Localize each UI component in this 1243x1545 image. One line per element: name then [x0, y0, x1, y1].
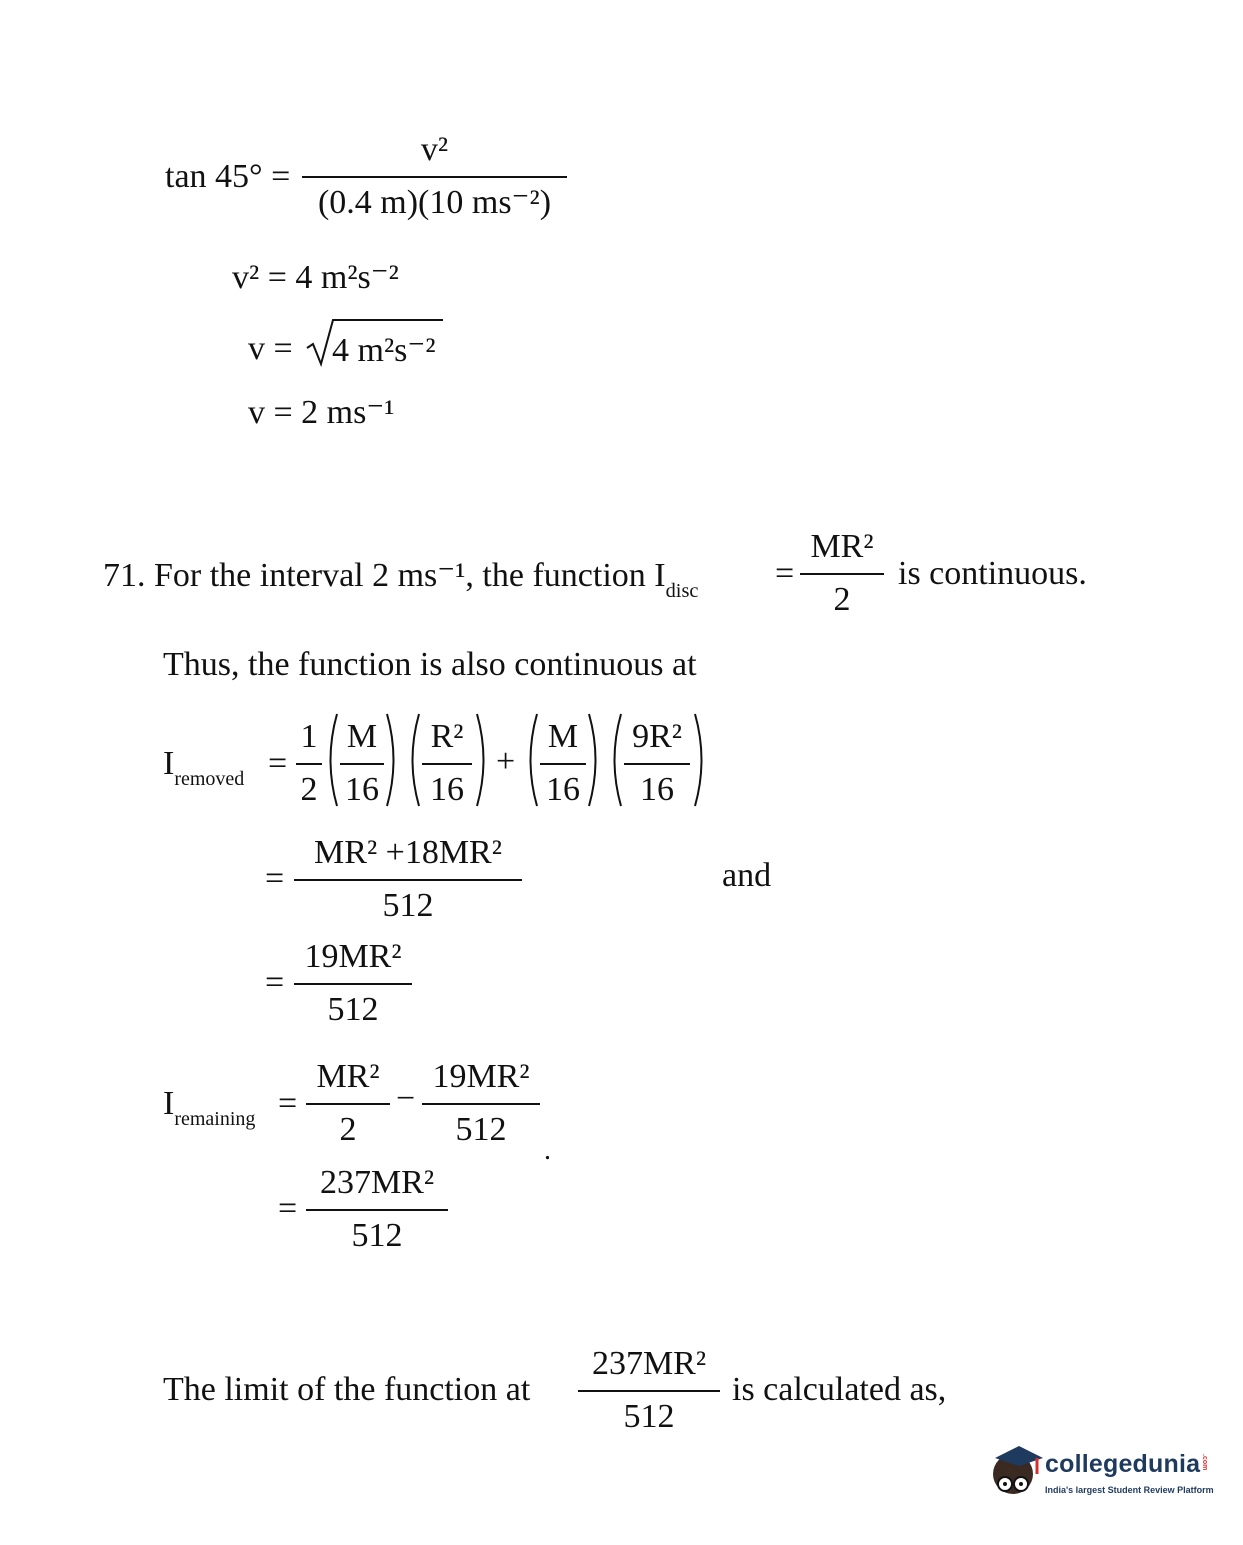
- logo-tagline: India's largest Student Review Platform: [1045, 1485, 1214, 1495]
- left-paren-icon: [606, 712, 624, 808]
- eq-tan-numerator: v²: [420, 131, 449, 168]
- fraction-bar: [340, 763, 384, 765]
- f3-denominator: 16: [546, 771, 580, 808]
- fraction-bar: [306, 1209, 448, 1211]
- step5-denominator: 512: [351, 1217, 403, 1254]
- removed-f1: [340, 720, 384, 807]
- half-numerator: 1: [300, 718, 318, 755]
- removed-f3: [540, 720, 586, 807]
- f1-numerator: M: [346, 718, 378, 755]
- removed-equals: =: [268, 745, 288, 782]
- step3-denominator: 512: [327, 991, 379, 1028]
- eq-tan-fraction: [302, 133, 567, 220]
- f1-denominator: 16: [345, 771, 379, 808]
- thus-line: Thus, the function is also continuous at: [163, 646, 697, 683]
- step2-fraction: [294, 836, 522, 923]
- fraction-bar: [800, 573, 884, 575]
- remaining-lhs: [163, 1085, 256, 1130]
- eq-tan-denominator: (0.4 m)(10 ms⁻²): [317, 184, 552, 221]
- fraction-bar: [302, 176, 567, 178]
- remaining-a: [306, 1060, 390, 1147]
- fraction-bar: [422, 1103, 540, 1105]
- removed-plus: +: [496, 743, 516, 780]
- half-denominator: 2: [300, 771, 318, 808]
- step3-fraction: [294, 940, 412, 1027]
- f4-denominator: 16: [640, 771, 674, 808]
- fraction-bar: [624, 763, 690, 765]
- q71-equals: =: [775, 555, 795, 592]
- left-paren-icon: [404, 712, 422, 808]
- mascot-icon: [985, 1440, 1045, 1512]
- q71-numerator: MR²: [810, 528, 874, 565]
- left-paren-icon: [322, 712, 340, 808]
- fraction-bar: [540, 763, 586, 765]
- remaining-I: I: [163, 1085, 175, 1122]
- f2-denominator: 16: [430, 771, 464, 808]
- fraction-bar: [422, 763, 472, 765]
- collegedunia-logo[interactable]: [985, 1440, 1225, 1512]
- right-paren-icon: [474, 712, 492, 808]
- step5-numerator: 237MR²: [319, 1164, 435, 1201]
- q71-text: [103, 555, 699, 603]
- limit-fraction: [578, 1347, 720, 1434]
- remaining-a-denominator: 2: [339, 1111, 357, 1148]
- f3-numerator: M: [547, 718, 579, 755]
- remaining-sub: remaining: [174, 1108, 256, 1130]
- step2-equals: =: [265, 860, 285, 897]
- right-paren-icon: [384, 712, 402, 808]
- q71-tail: is continuous.: [898, 555, 1087, 592]
- removed-sub: removed: [174, 768, 245, 790]
- right-paren-icon: [586, 712, 604, 808]
- eq-v-result: v = 2 ms⁻¹: [248, 394, 395, 431]
- fraction-bar: [294, 983, 412, 985]
- fraction-bar: [294, 879, 522, 881]
- eq-v-sqrt-radicand: 4 m²s⁻²: [332, 332, 436, 369]
- limit-text: The limit of the function at: [163, 1371, 531, 1408]
- eq-v-squared: v² = 4 m²s⁻²: [232, 259, 399, 296]
- step3-numerator: 19MR²: [304, 938, 402, 975]
- q71-label: 71. For the interval 2 ms⁻¹, the function I: [103, 557, 666, 594]
- remaining-a-numerator: MR²: [316, 1058, 380, 1095]
- step3-equals: =: [265, 964, 285, 1001]
- step5-fraction: [306, 1166, 448, 1253]
- limit-numerator: 237MR²: [591, 1345, 707, 1382]
- q71-sub: disc: [665, 580, 699, 603]
- remaining-equals: =: [278, 1085, 298, 1122]
- step2-numerator: MR² +18MR²: [314, 834, 502, 871]
- remaining-dot: .: [544, 1135, 551, 1166]
- remaining-b-denominator: 512: [455, 1111, 507, 1148]
- remaining-b-numerator: 19MR²: [432, 1058, 530, 1095]
- f4-numerator: 9R²: [632, 718, 682, 755]
- right-paren-icon: [692, 712, 710, 808]
- removed-I: I: [163, 745, 175, 782]
- q71-denominator: 2: [833, 581, 851, 618]
- remaining-b: [422, 1060, 540, 1147]
- left-paren-icon: [522, 712, 540, 808]
- fraction-bar: [296, 763, 322, 765]
- removed-f4: [624, 720, 690, 807]
- fraction-bar: [578, 1390, 720, 1392]
- removed-half: [296, 720, 322, 807]
- limit-tail: is calculated as,: [732, 1371, 947, 1408]
- removed-f2: [422, 720, 472, 807]
- logo-suffix: .com: [1201, 1454, 1208, 1471]
- removed-lhs: [163, 745, 245, 790]
- f2-numerator: R²: [430, 718, 464, 755]
- limit-denominator: 512: [623, 1398, 675, 1435]
- remaining-minus: −: [396, 1080, 416, 1117]
- eq-v-sqrt-lhs: v =: [248, 330, 293, 367]
- fraction-bar: [306, 1103, 390, 1105]
- and-word: and: [722, 857, 772, 894]
- eq-tan-lhs: tan 45° =: [165, 158, 291, 195]
- step2-denominator: 512: [382, 887, 434, 924]
- logo-wordmark: collegedunia: [1045, 1450, 1201, 1478]
- step5-equals: =: [278, 1190, 298, 1227]
- q71-fraction: [800, 530, 884, 617]
